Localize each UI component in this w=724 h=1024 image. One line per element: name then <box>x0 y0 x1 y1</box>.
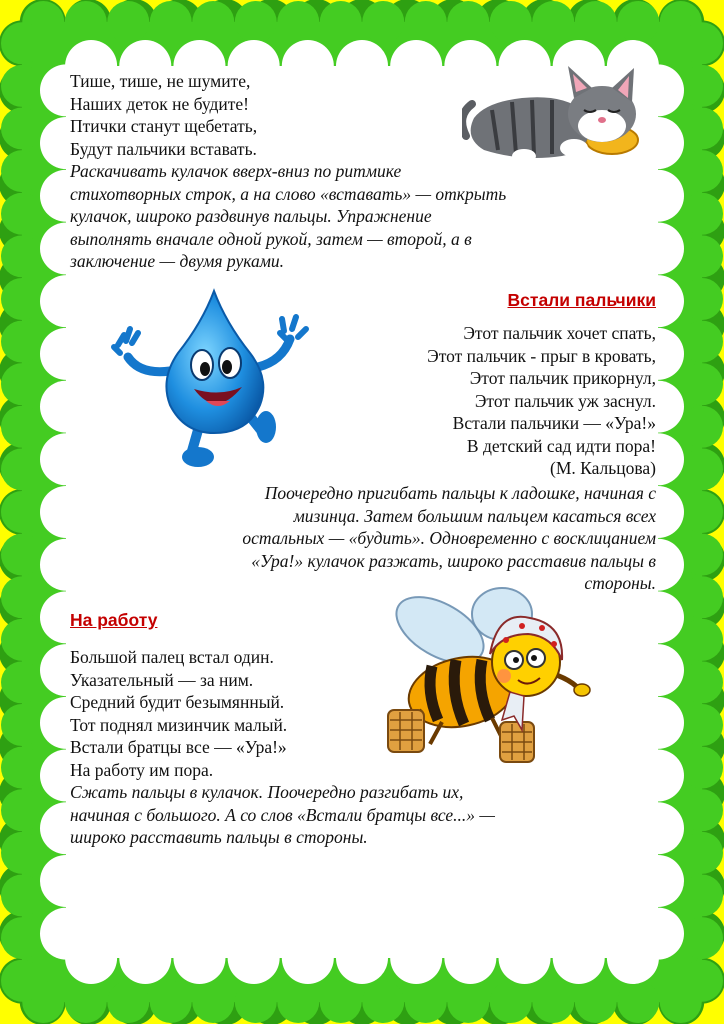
section1-instruction <box>70 160 506 273</box>
instruction-line: Поочередно пригибать пальцы к ладошке, начиная с <box>264 483 656 503</box>
poem-line: Тот поднял мизинчик малый. <box>70 714 288 735</box>
poem-line: Этот пальчик прикорнул, <box>469 368 656 388</box>
poem-line: В детский сад идти пора! <box>466 435 656 456</box>
instruction-line: «Ура!» кулачок разжать, широко расставив пальцы в <box>251 550 656 571</box>
poem-line: Этот пальчик - прыг в кровать, <box>427 345 656 366</box>
bee-icon <box>382 580 596 766</box>
instruction-line: начиная с большого. А со слов «Встали братцы все...» — <box>70 804 495 825</box>
poem-line: Птички станут щебетать, <box>70 116 258 136</box>
poem-line: Средний будит безымянный. <box>70 692 285 712</box>
section2-instruction <box>242 482 656 595</box>
poem-line: Наших деток не будите! <box>70 93 249 114</box>
section2-title: Встали пальчики <box>507 290 656 310</box>
instruction-line: заключение — двумя руками. <box>70 251 285 271</box>
section3-instruction <box>70 781 495 849</box>
instruction-line: Раскачивать кулачок вверх-вниз по ритмике <box>70 161 402 181</box>
instruction-line: мизинца. Затем большим пальцем касаться всех <box>293 505 656 526</box>
section2-poem <box>427 322 656 480</box>
section3-poem <box>70 646 287 781</box>
instruction-line: Сжать пальцы в кулачок. Поочередно разгибать их, <box>70 782 464 802</box>
instruction-line: стихотворных строк, а на слово «вставать» — открыть <box>70 183 507 204</box>
instruction-line: широко расставить пальцы в стороны. <box>70 827 368 847</box>
instruction-line: стороны. <box>584 573 656 593</box>
poem-line: На работу им пора. <box>70 759 214 780</box>
section1-poem <box>70 70 257 160</box>
poem-line: Большой палец встал один. <box>70 647 274 667</box>
sleeping-kitten-icon <box>462 58 642 166</box>
poem-line: Этот пальчик уж заснул. <box>474 390 656 411</box>
poem-line: Тише, тише, не шумите, <box>70 71 251 91</box>
poem-line: Указательный — за ним. <box>70 669 254 690</box>
poem-line: Этот пальчик хочет спать, <box>463 323 656 343</box>
poem-line: Встали братцы все — «Ура!» <box>70 737 287 757</box>
poem-line: Встали пальчики — «Ура!» <box>452 413 656 433</box>
instruction-line: кулачок, широко раздвинув пальцы. Упражнение <box>70 206 432 226</box>
poem-author: (М. Кальцова) <box>550 458 656 478</box>
water-drop-icon <box>110 283 315 475</box>
poem-line: Будут пальчики вставать. <box>70 138 257 159</box>
section3-title: На работу <box>70 610 158 630</box>
instruction-line: остальных — «будить». Одновременно с восклицанием <box>242 528 656 548</box>
instruction-line: выполнять вначале одной рукой, затем — второй, а в <box>70 228 472 249</box>
